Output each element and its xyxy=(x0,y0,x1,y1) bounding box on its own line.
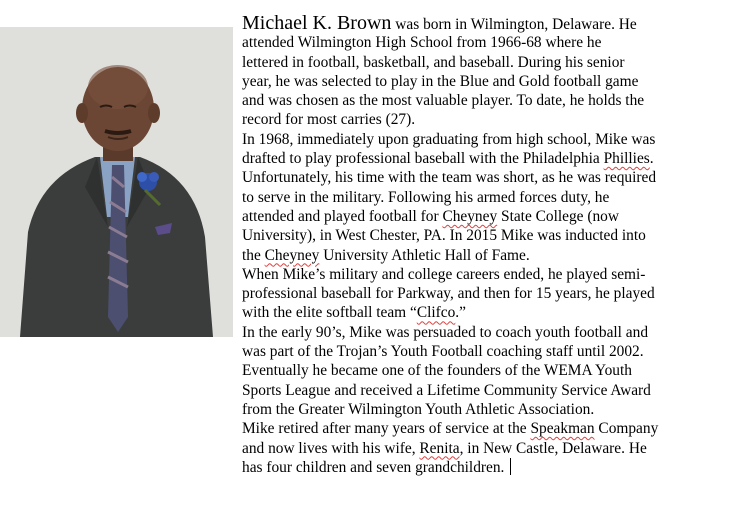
person-name: Michael K. Brown xyxy=(242,12,392,34)
bio-line: the Cheyney University Athletic Hall of Fame. xyxy=(242,246,530,264)
bio-line: and was chosen as the most valuable player. To date, he holds the xyxy=(242,92,645,110)
bio-line: to serve in the military. Following his armed forces duty, he xyxy=(242,188,610,206)
spellcheck-word: Cheyney xyxy=(264,246,320,264)
bio-line: When Mike’s military and college careers ended, he played semi- xyxy=(242,265,646,283)
text-cursor xyxy=(510,458,511,475)
spellcheck-word: Speakman xyxy=(530,420,595,438)
bio-line: was part of the Trojan’s Youth Football coaching staff until 2002. xyxy=(242,343,644,361)
bio-line: University), in West Chester, PA. In 2015 Mike was inducted into xyxy=(242,227,646,245)
bio-line: from the Greater Wilmington Youth Athletic Association. xyxy=(242,400,595,418)
portrait-photo xyxy=(0,27,233,337)
bio-line: has four children and seven grandchildren. xyxy=(242,458,728,477)
biography-text xyxy=(242,14,728,477)
bio-line: In 1968, immediately upon graduating from high school, Mike was xyxy=(242,130,656,148)
bio-line: attended and played football for Cheyney State College (now xyxy=(242,207,619,225)
bio-line: attended Wilmington High School from 1966-68 where he xyxy=(242,34,602,52)
bio-line: record for most carries (27). xyxy=(242,111,416,129)
spellcheck-word: Phillies xyxy=(603,150,650,168)
bio-line: with the elite softball team “Clifco.” xyxy=(242,304,466,322)
bio-line: and now lives with his wife, Renita, in New Castle, Delaware. He xyxy=(242,439,647,457)
bio-line: professional baseball for Parkway, and then for 15 years, he played xyxy=(242,285,655,303)
bio-line: lettered in football, basketball, and baseball. During his senior xyxy=(242,53,625,71)
spellcheck-word: Cheyney xyxy=(442,207,498,225)
bio-line: drafted to play professional baseball with the Philadelphia Phillies. xyxy=(242,150,654,168)
bio-line: Eventually he became one of the founders of the WEMA Youth xyxy=(242,362,632,380)
bio-line: In the early 90’s, Mike was persuaded to coach youth football and xyxy=(242,323,649,341)
bio-line: Mike retired after many years of service at the Speakman Company xyxy=(242,420,659,438)
spellcheck-word: Clifco xyxy=(416,304,456,322)
bio-line: Unfortunately, his time with the team was short, as he was required xyxy=(242,169,657,187)
portrait-illustration xyxy=(0,27,233,337)
bio-line: Michael K. Brown was born in Wilmington, Delaware. He xyxy=(242,12,637,34)
bio-line: year, he was selected to play in the Blue and Gold football game xyxy=(242,72,639,90)
bio-line: Sports League and received a Lifetime Community Service Award xyxy=(242,381,651,399)
spellcheck-word: Renita xyxy=(419,439,460,457)
